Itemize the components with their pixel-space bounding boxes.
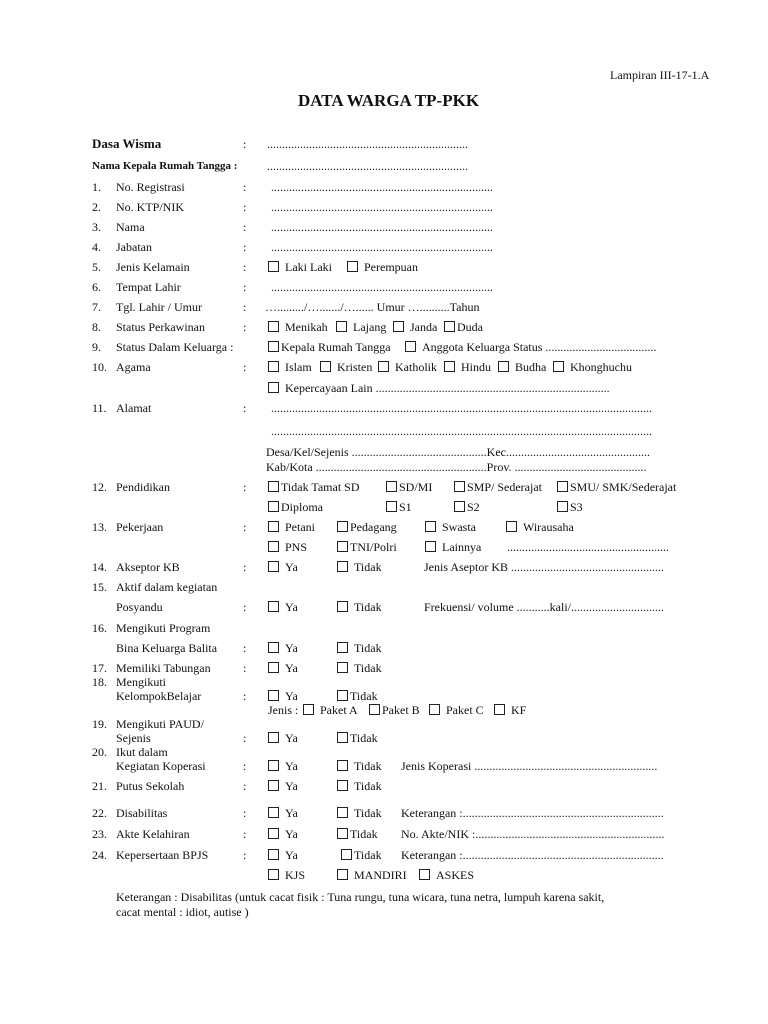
- koperasi-tidak-checkbox[interactable]: [337, 760, 348, 771]
- kb-ya-label: Ya: [285, 560, 298, 574]
- janda-checkbox[interactable]: [393, 321, 404, 332]
- disabilitas-ya-checkbox[interactable]: [268, 807, 279, 818]
- r2-label: No. KTP/NIK: [116, 200, 184, 214]
- colon: :: [243, 280, 247, 294]
- khonghuchu-label: Khonghuchu: [570, 360, 632, 374]
- r4-field: ..........................................................................: [271, 240, 493, 254]
- kb-tidak-checkbox[interactable]: [337, 561, 348, 572]
- r17-number: 17.: [92, 661, 107, 675]
- r20-number: 20.: [92, 745, 107, 759]
- kjs-checkbox[interactable]: [268, 869, 279, 880]
- r16-label: Mengikuti Program: [116, 621, 211, 635]
- akte-tidak-checkbox[interactable]: [337, 828, 348, 839]
- kristen-label: Kristen: [337, 360, 373, 374]
- tabungan-tidak-checkbox[interactable]: [337, 662, 348, 673]
- r3-number: 3.: [92, 220, 101, 234]
- r24-number: 24.: [92, 848, 107, 862]
- colon: :: [243, 779, 247, 793]
- pekerjaan-lainnya-field: ......................................................: [507, 540, 669, 554]
- perempuan-checkbox[interactable]: [347, 261, 358, 272]
- document-reference: Lampiran III-17-1.A: [610, 68, 710, 82]
- tabungan-tidak-label: Tidak: [354, 661, 382, 675]
- kabupaten-provinsi-field: Kab/Kota .........................................................Prov. ............................................: [266, 460, 647, 474]
- bkb-ya-label: Ya: [285, 641, 298, 655]
- akte-ya-label: Ya: [285, 827, 298, 841]
- askes-label: ASKES: [436, 868, 475, 882]
- hindu-checkbox[interactable]: [444, 361, 455, 372]
- posyandu-ya-checkbox[interactable]: [268, 601, 279, 612]
- pedagang-checkbox[interactable]: [337, 521, 348, 532]
- menikah-label: Menikah: [285, 320, 328, 334]
- katholik-label: Katholik: [395, 360, 437, 374]
- paket-c-label: Paket C: [446, 703, 484, 717]
- islam-label: Islam: [285, 360, 312, 374]
- colon: :: [243, 520, 247, 534]
- r22-label: Disabilitas: [116, 806, 168, 820]
- r7-number: 7.: [92, 300, 101, 314]
- r2-field: ..........................................................................: [271, 200, 493, 214]
- tni-polri-label: TNI/Polri: [350, 540, 397, 554]
- r19-number: 19.: [92, 717, 107, 731]
- hindu-label: Hindu: [461, 360, 491, 374]
- r15-label-2: Posyandu: [116, 600, 163, 614]
- kb-tidak-label: Tidak: [354, 560, 382, 574]
- katholik-checkbox[interactable]: [378, 361, 389, 372]
- sd-mi-label: SD/MI: [399, 480, 433, 494]
- anggota-keluarga-label: Anggota Keluarga Status .....................................: [422, 340, 657, 354]
- anggota-keluarga-checkbox[interactable]: [405, 341, 416, 352]
- jenis-paket-label: Jenis :: [268, 703, 299, 717]
- bkb-tidak-checkbox[interactable]: [337, 642, 348, 653]
- smu-smk-checkbox[interactable]: [557, 481, 568, 492]
- r14-number: 14.: [92, 560, 107, 574]
- r18-label-2: KelompokBelajar: [116, 689, 202, 703]
- jenis-koperasi-field: Jenis Koperasi .............................................................: [401, 759, 658, 773]
- colon: :: [243, 220, 247, 234]
- wirausaha-label: Wirausaha: [523, 520, 574, 534]
- r11-label: Alamat: [116, 401, 152, 415]
- pns-checkbox[interactable]: [268, 541, 279, 552]
- kjs-label: KJS: [285, 868, 306, 882]
- r1-number: 1.: [92, 180, 101, 194]
- lainnya-label: Lainnya: [442, 540, 482, 554]
- r20-label-2: Kegiatan Koperasi: [116, 759, 206, 773]
- colon: :: [243, 240, 247, 254]
- lainnya-checkbox[interactable]: [425, 541, 436, 552]
- r18-number: 18.: [92, 675, 107, 689]
- posyandu-ya-label: Ya: [285, 600, 298, 614]
- smp-label: SMP/ Sederajat: [467, 480, 542, 494]
- r16-label-2: Bina Keluarga Balita: [116, 641, 218, 655]
- paud-tidak-label: Tidak: [350, 731, 378, 745]
- r10-label: Agama: [116, 360, 151, 374]
- laki-laki-checkbox[interactable]: [268, 261, 279, 272]
- colon: :: [243, 200, 247, 214]
- r16-number: 16.: [92, 621, 107, 635]
- r15-label: Aktif dalam kegiatan: [116, 580, 218, 594]
- colon: :: [243, 848, 247, 862]
- disabilitas-tidak-checkbox[interactable]: [337, 807, 348, 818]
- kepala-rumah-tangga-label: Kepala Rumah Tangga: [281, 340, 391, 354]
- r2-number: 2.: [92, 200, 101, 214]
- r18-label: Mengikuti: [116, 675, 166, 689]
- r7-label: Tgl. Lahir / Umur: [116, 300, 202, 314]
- disabilitas-keterangan-field: Keterangan :...................................................................: [401, 806, 664, 820]
- pns-label: PNS: [285, 540, 308, 554]
- paud-ya-checkbox[interactable]: [268, 732, 279, 743]
- r23-label: Akte Kelahiran: [116, 827, 190, 841]
- kelompok-belajar-tidak-label: Tidak: [350, 689, 378, 703]
- posyandu-tidak-label: Tidak: [354, 600, 382, 614]
- keterangan-note-2: cacat mental : idiot, autise ): [116, 905, 249, 919]
- bpjs-keterangan-field: Keterangan :...................................................................: [401, 848, 664, 862]
- r23-number: 23.: [92, 827, 107, 841]
- jenis-akseptor-field: Jenis Aseptor KB ...................................................: [424, 560, 664, 574]
- keterangan-note-1: Keterangan : Disabilitas (untuk cacat fisik : Tuna rungu, tuna wicara, tuna netra, lumpuh karena sakit,: [116, 890, 605, 904]
- s3-label: S3: [570, 500, 583, 514]
- r6-number: 6.: [92, 280, 101, 294]
- colon: :: [243, 731, 247, 745]
- colon: :: [243, 360, 247, 374]
- document-title: DATA WARGA TP-PKK: [298, 91, 480, 110]
- kepala-rumah-tangga-checkbox[interactable]: [268, 341, 279, 352]
- kepala-rumah-tangga-field: ...................................................................: [267, 159, 468, 173]
- r13-number: 13.: [92, 520, 107, 534]
- swasta-checkbox[interactable]: [425, 521, 436, 532]
- r15-number: 15.: [92, 580, 107, 594]
- r3-field: ..........................................................................: [271, 220, 493, 234]
- islam-checkbox[interactable]: [268, 361, 279, 372]
- kepala-rumah-tangga-label: Nama Kepala Rumah Tangga :: [92, 160, 238, 172]
- colon: :: [243, 260, 247, 274]
- duda-label: Duda: [457, 320, 483, 334]
- colon: :: [243, 661, 247, 675]
- colon: :: [243, 641, 247, 655]
- mandiri-label: MANDIRI: [354, 868, 407, 882]
- frekuensi-field: Frekuensi/ volume ...........kali/...............................: [424, 600, 664, 614]
- r11-number: 11.: [92, 401, 107, 415]
- alamat-line-2: ...............................................................................................................................: [271, 424, 652, 438]
- akte-ya-checkbox[interactable]: [268, 828, 279, 839]
- tabungan-ya-label: Ya: [285, 661, 298, 675]
- r10-number: 10.: [92, 360, 107, 374]
- lajang-label: Lajang: [353, 320, 387, 334]
- colon: :: [243, 320, 247, 334]
- bpjs-tidak-label: Tidak: [354, 848, 382, 862]
- perempuan-label: Perempuan: [364, 260, 418, 274]
- desa-kecamatan-field: Desa/Kel/Sejenis .............................................Kec................................................: [266, 445, 650, 459]
- bpjs-tidak-checkbox[interactable]: [341, 849, 352, 860]
- colon: :: [243, 300, 247, 314]
- alamat-line-1: ...............................................................................................................................: [271, 401, 652, 415]
- kepercayaan-lain-checkbox[interactable]: [268, 382, 279, 393]
- budha-label: Budha: [515, 360, 547, 374]
- koperasi-tidak-label: Tidak: [354, 759, 382, 773]
- paket-a-checkbox[interactable]: [303, 704, 314, 715]
- sd-mi-checkbox[interactable]: [386, 481, 397, 492]
- koperasi-ya-label: Ya: [285, 759, 298, 773]
- pedagang-label: Pedagang: [350, 520, 397, 534]
- paket-b-checkbox[interactable]: [369, 704, 380, 715]
- colon: :: [243, 480, 247, 494]
- r6-field: ..........................................................................: [271, 280, 493, 294]
- r21-label: Putus Sekolah: [116, 779, 185, 793]
- colon: :: [243, 137, 247, 151]
- r4-label: Jabatan: [116, 240, 152, 254]
- smu-smk-label: SMU/ SMK/Sederajat: [570, 480, 677, 494]
- kf-checkbox[interactable]: [494, 704, 505, 715]
- paket-a-label: Paket A: [320, 703, 358, 717]
- s1-label: S1: [399, 500, 412, 514]
- s1-checkbox[interactable]: [386, 501, 397, 512]
- r17-label: Memiliki Tabungan: [116, 661, 211, 675]
- menikah-checkbox[interactable]: [268, 321, 279, 332]
- tabungan-ya-checkbox[interactable]: [268, 662, 279, 673]
- r5-number: 5.: [92, 260, 101, 274]
- putus-sekolah-ya-checkbox[interactable]: [268, 780, 279, 791]
- s2-label: S2: [467, 500, 480, 514]
- dasa-wisma-label: Dasa Wisma: [92, 136, 162, 151]
- r3-label: Nama: [116, 220, 145, 234]
- diploma-checkbox[interactable]: [268, 501, 279, 512]
- colon: :: [243, 560, 247, 574]
- r1-field: ..........................................................................: [271, 180, 493, 194]
- r12-number: 12.: [92, 480, 107, 494]
- laki-laki-label: Laki Laki: [285, 260, 332, 274]
- duda-checkbox[interactable]: [444, 321, 455, 332]
- s3-checkbox[interactable]: [557, 501, 568, 512]
- paket-c-checkbox[interactable]: [429, 704, 440, 715]
- tgl-lahir-umur-field: …........./…......./…...... Umur …..........Tahun: [265, 300, 480, 314]
- colon: :: [243, 180, 247, 194]
- no-akte-field: No. Akte/NIK :...............................................................: [401, 827, 665, 841]
- kelompok-belajar-tidak-checkbox[interactable]: [337, 690, 348, 701]
- r13-label: Pekerjaan: [116, 520, 164, 534]
- bkb-tidak-label: Tidak: [354, 641, 382, 655]
- colon: :: [243, 759, 247, 773]
- posyandu-tidak-checkbox[interactable]: [337, 601, 348, 612]
- colon: :: [243, 689, 247, 703]
- r22-number: 22.: [92, 806, 107, 820]
- janda-label: Janda: [410, 320, 438, 334]
- r19-label-2: Sejenis: [116, 731, 151, 745]
- colon: :: [243, 827, 247, 841]
- bkb-ya-checkbox[interactable]: [268, 642, 279, 653]
- r12-label: Pendidikan: [116, 480, 170, 494]
- r9-number: 9.: [92, 340, 101, 354]
- wirausaha-checkbox[interactable]: [506, 521, 517, 532]
- r4-number: 4.: [92, 240, 101, 254]
- colon: :: [243, 401, 247, 415]
- smp-checkbox[interactable]: [454, 481, 465, 492]
- kelompok-belajar-ya-checkbox[interactable]: [268, 690, 279, 701]
- dasa-wisma-field: ...................................................................: [267, 137, 468, 151]
- s2-checkbox[interactable]: [454, 501, 465, 512]
- paud-ya-label: Ya: [285, 731, 298, 745]
- lajang-checkbox[interactable]: [336, 321, 347, 332]
- akte-tidak-label: Tidak: [350, 827, 378, 841]
- koperasi-ya-checkbox[interactable]: [268, 760, 279, 771]
- r6-label: Tempat Lahir: [116, 280, 181, 294]
- r9-label: Status Dalam Keluarga :: [116, 340, 234, 354]
- kepercayaan-lain-label: Kepercayaan Lain ..............................................................................: [285, 381, 610, 395]
- kb-ya-checkbox[interactable]: [268, 561, 279, 572]
- swasta-label: Swasta: [442, 520, 476, 534]
- bpjs-ya-checkbox[interactable]: [268, 849, 279, 860]
- r8-label: Status Perkawinan: [116, 320, 205, 334]
- khonghuchu-checkbox[interactable]: [553, 361, 564, 372]
- kristen-checkbox[interactable]: [320, 361, 331, 372]
- kelompok-belajar-ya-label: Ya: [285, 689, 298, 703]
- putus-sekolah-tidak-checkbox[interactable]: [337, 780, 348, 791]
- r21-number: 21.: [92, 779, 107, 793]
- tidak-tamat-sd-label: Tidak Tamat SD: [281, 480, 360, 494]
- askes-checkbox[interactable]: [419, 869, 430, 880]
- colon: :: [243, 600, 247, 614]
- paket-b-label: Paket B: [382, 703, 420, 717]
- r1-label: No. Registrasi: [116, 180, 185, 194]
- r24-label: Kepersertaan BPJS: [116, 848, 209, 862]
- r5-label: Jenis Kelamain: [116, 260, 190, 274]
- budha-checkbox[interactable]: [498, 361, 509, 372]
- bpjs-ya-label: Ya: [285, 848, 298, 862]
- disabilitas-ya-label: Ya: [285, 806, 298, 820]
- petani-checkbox[interactable]: [268, 521, 279, 532]
- paud-tidak-checkbox[interactable]: [337, 732, 348, 743]
- r19-label: Mengikuti PAUD/: [116, 717, 204, 731]
- diploma-label: Diploma: [281, 500, 323, 514]
- tidak-tamat-sd-checkbox[interactable]: [268, 481, 279, 492]
- mandiri-checkbox[interactable]: [337, 869, 348, 880]
- kf-label: KF: [511, 703, 527, 717]
- petani-label: Petani: [285, 520, 315, 534]
- disabilitas-tidak-label: Tidak: [354, 806, 382, 820]
- r8-number: 8.: [92, 320, 101, 334]
- r14-label: Akseptor KB: [116, 560, 180, 574]
- tni-polri-checkbox[interactable]: [337, 541, 348, 552]
- r20-label: Ikut dalam: [116, 745, 168, 759]
- putus-sekolah-ya-label: Ya: [285, 779, 298, 793]
- colon: :: [243, 806, 247, 820]
- putus-sekolah-tidak-label: Tidak: [354, 779, 382, 793]
